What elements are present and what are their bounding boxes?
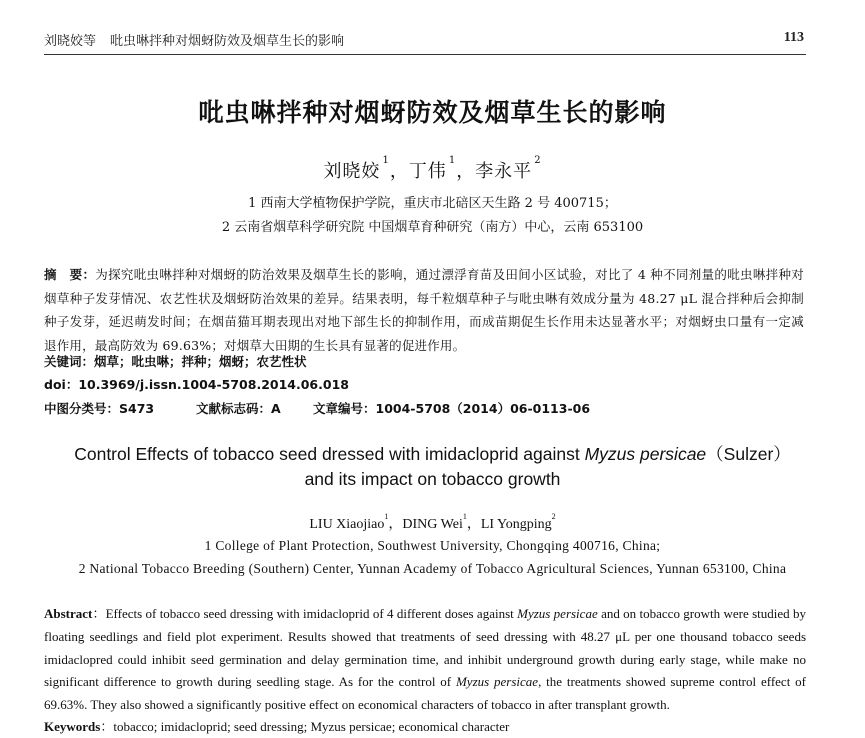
author-affil-mark: 2 [551, 512, 556, 521]
chinese-abstract-text: 为探究吡虫啉拌种对烟蚜的防治效果及烟草生长的影响，通过漂浮育苗及田间小区试验，对比了 4 种不同剂量的吡虫啉拌种对烟草种子发芽情况、农艺性状及烟蚜防治效果的差异。结果表明，每千粒烟草种子与吡虫啉有效成分量为 48.27 μL 混合拌种后会抑制种子发芽，延迟萌发时间；在烟苗猫耳期表现出对地下部生长的抑制作用，而成苗期促生长作用未达显著水平；对烟蚜虫口量有一定减退作用，最高防效为 69.63%；对烟草大田期的生长具有显著的促进作用。 [44, 267, 804, 353]
author-separator: ， [466, 517, 481, 532]
species-name: Myzus persicae [517, 606, 598, 621]
english-keywords-text: tobacco; imidacloprid; seed dressing; Myzus persicae; economical character [113, 719, 510, 734]
english-title-authority: （Sulzer） [706, 444, 791, 464]
article-no-label: 文章编号： [313, 401, 376, 416]
doc-code-field [196, 399, 313, 417]
author-affil-mark: 1 [384, 512, 389, 521]
classification-line [44, 399, 804, 417]
chinese-affiliation-2: 2 云南省烟草科学研究院 中国烟草育种研究（南方）中心，云南 653100 [221, 220, 644, 235]
chinese-abstract [44, 263, 804, 357]
chinese-authors [0, 157, 865, 183]
author-name: LI Yongping [480, 517, 552, 532]
author-affil-mark: 2 [534, 155, 542, 166]
english-abstract-text: Effects of tobacco seed dressing with imidacloprid of 4 different doses against [105, 606, 518, 621]
english-title-text: Control Effects of tobacco seed dressed with imidacloprid against [74, 444, 585, 464]
clc-value: S473 [119, 401, 155, 416]
chinese-keywords-text: 烟草；吡虫啉；拌种；烟蚜；农艺性状 [94, 354, 307, 369]
clc-label: 中图分类号： [44, 401, 120, 416]
english-title [0, 442, 865, 492]
english-title-line-2: and its impact on tobacco growth [304, 469, 561, 489]
clc-field [44, 399, 196, 417]
author-name: DING Wei [402, 517, 463, 532]
author-affil-mark: 1 [462, 512, 467, 521]
english-keywords-label: Keywords [44, 719, 101, 734]
author-separator: ， [388, 517, 403, 532]
doi-line [44, 375, 804, 393]
author-separator: ， [456, 161, 476, 182]
english-authors [0, 513, 865, 533]
chinese-keywords-label: 关键词： [44, 354, 95, 369]
author-affil-mark: 1 [448, 155, 457, 166]
english-title-species: Myzus persicae [584, 444, 707, 464]
english-abstract-text: and on tobacco growth were studied by floating seedlings and field plot experiment. Results showed that treatments of seed dressing with 48.27 μL per one thousand tobacco seeds imidaclopred could inhibit seed germination and delay germination time, and inhibit underground growth during early stage, while make no significant difference to growth during seedling stage. As for the control of [44, 606, 806, 690]
english-title-line-1 [0, 442, 865, 467]
doi-value[interactable]: 10.3969/j.issn.1004-5708.2014.06.018 [78, 377, 349, 392]
author-name: LIU Xiaojiao [309, 517, 385, 532]
chinese-title: 吡虫啉拌种对烟蚜防效及烟草生长的影响 [198, 98, 667, 127]
chinese-affiliation-1: 1 西南大学植物保护学院，重庆市北碚区天生路 2 号 400715； [248, 196, 617, 211]
english-affiliation-1: 1 College of Plant Protection, Southwest University, Chongqing 400716, China; [204, 538, 661, 553]
author-name: 李永平 [475, 161, 533, 182]
page-number: 113 [783, 30, 804, 45]
article-no-value: 1004-5708（2014）06-0113-06 [375, 401, 591, 416]
running-header-left [44, 30, 344, 49]
english-abstract [44, 603, 806, 717]
doc-code-value: A [271, 401, 281, 416]
doi-label: doi： [44, 377, 79, 392]
running-header-title: 吡虫啉拌种对烟蚜防效及烟草生长的影响 [110, 34, 345, 49]
author-name: 刘晓姣 [323, 161, 381, 182]
english-abstract-colon: ： [92, 606, 106, 621]
doc-code-label: 文献标志码： [196, 401, 272, 416]
chinese-keywords [44, 352, 804, 370]
header-divider [44, 54, 806, 55]
species-name: Myzus persicae [455, 674, 539, 690]
english-keywords [44, 716, 806, 735]
author-name: 丁伟 [408, 161, 447, 182]
running-header-authors: 刘晓姣等 [44, 34, 97, 49]
running-header [44, 30, 804, 52]
english-abstract-label: Abstract [44, 606, 93, 621]
author-separator: ， [389, 161, 409, 182]
english-keywords-colon: ： [100, 719, 114, 734]
article-no-field [313, 399, 590, 417]
chinese-abstract-label: 摘 要： [44, 267, 96, 282]
english-abstract-text: , the treatments showed supreme control effect of 69.63%. They also showed a significantly positive effect on economical characters of tobacco in after transplant growth. [44, 674, 806, 713]
author-affil-mark: 1 [382, 155, 390, 166]
english-affiliation-2: 2 National Tobacco Breeding (Southern) Center, Yunnan Academy of Tobacco Agricultural Sciences, Yunnan 653100, China [78, 561, 787, 576]
